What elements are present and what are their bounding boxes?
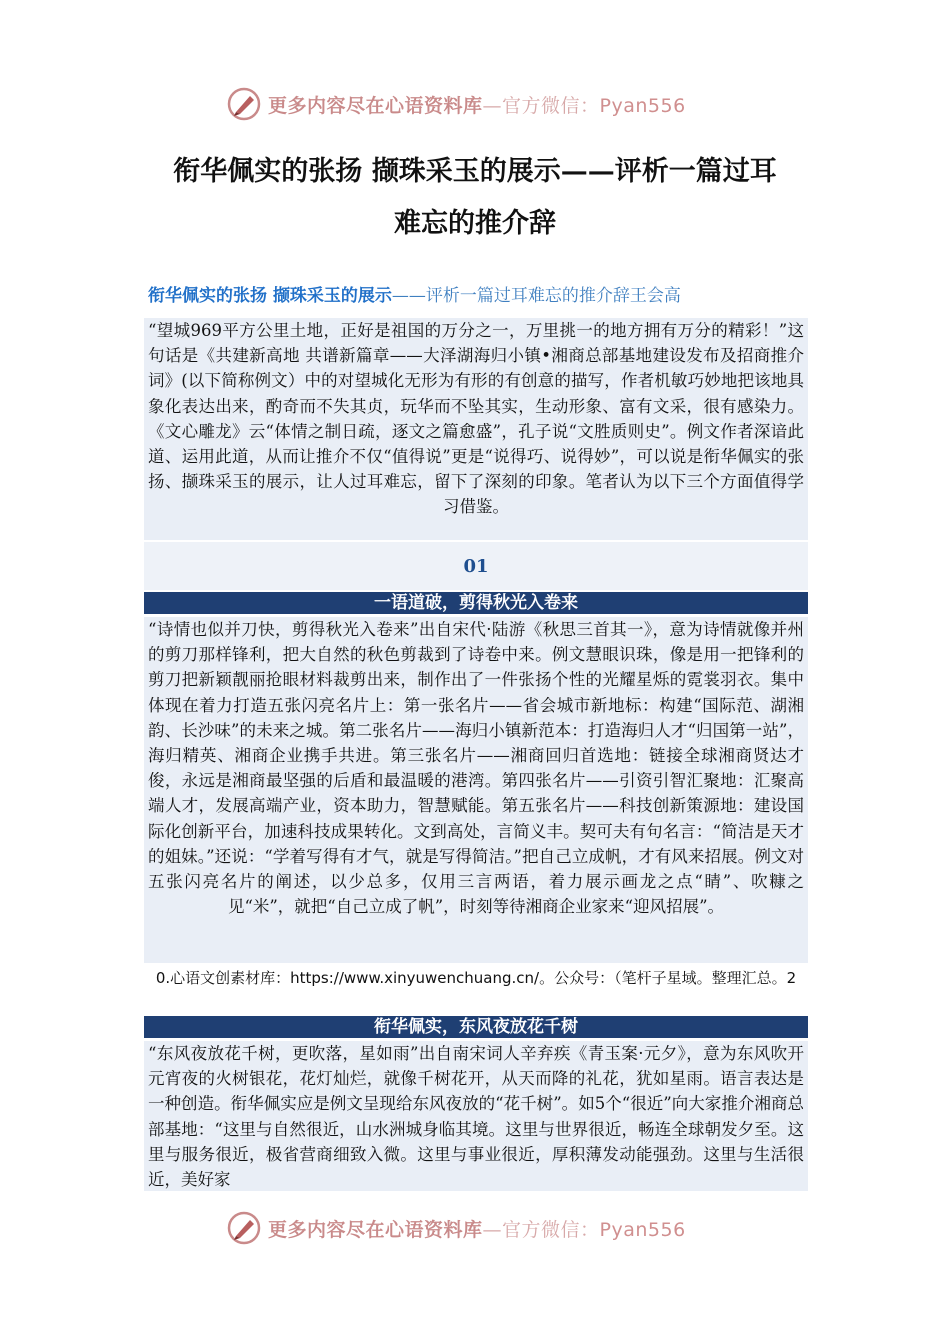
banner-wechat-id: Pyan556 [599,1218,686,1241]
banner-wechat-id: Pyan556 [599,94,686,117]
footer-banner [226,1208,746,1248]
section-heading-2: 衔华佩实，东风夜放花千树 [144,1016,808,1038]
pen-nib-logo-icon [226,86,262,122]
section-1-body: “诗情也似并刀快，剪得秋光入卷来”出自宋代·陆游《秋思三首其一》，意为诗情就像并州的剪刀那样锋利，把大自然的秋色剪裁到了诗卷中来。例文慧眼识珠，像是用一把锋利的剪刀把新颖靓丽抢眼材料裁剪出来，制作出了一件张扬个性的光耀星烁的霓裳羽衣。集中体现在着力打造五张闪亮名片上：第一张名片——省会城市新地标：构建“国际范、湖湘韵、长沙味”的未来之城。第二张名片——海归小镇新范本：打造海归人才“归国第一站”，海归精英、湘商企业携手共进。第三张名片——湘商回归首选地：链接全球湘商贤达才俊，永远是湘商最坚强的后盾和最温暖的港湾。第四张名片——引资引智汇聚地：汇聚高端人才，发展高端产业，资本助力，智慧赋能。第五张名片——科技创新策源地：建设国际化创新平台，加速科技成果转化。文到高处，言简义丰。契可夫有句名言：“简洁是天才的姐妹。”还说：“学着写得有才气，就是写得简洁。”把自己立成帆，才有风来招展。例文对五张闪亮名片的阐述，以少总多，仅用三言两语，着力展示画龙之点“睛”、吹糠之见“米”，就把“自己立成了帆”，时刻等待湘商企业家来“迎风招展”。 [144,617,808,963]
banner-separator: —官方微信： [482,1218,600,1241]
subtitle [148,284,808,308]
pen-nib-logo-icon [226,1210,262,1246]
section-number: 01 [463,556,489,577]
section-heading-1: 一语道破，剪得秋光入卷来 [144,592,808,614]
header-banner [226,84,746,124]
subtitle-lead: 衔华佩实的张扬 撷珠采玉的展示 [148,286,392,306]
source-note: 0.心语文创素材库：https://www.xinyuwenchuang.cn/。公众号：（笔杆子星域。整理汇总。2 [155,969,797,987]
banner-main-text: 更多内容尽在心语资料库 [268,1218,483,1241]
subtitle-rest: ——评析一篇过耳难忘的推介辞王会高 [391,286,681,306]
title-line-2: 难忘的推介辞 [394,208,556,239]
banner-main-text: 更多内容尽在心语资料库 [268,94,483,117]
section-2-body: “东风夜放花千树，更吹落，星如雨”出自南宋词人辛弃疾《青玉案·元夕》，意为东风吹开元宵夜的火树银花，花灯灿烂，就像千树花开，从天而降的礼花，犹如星雨。语言表达是一种创造。衔华佩实应是例文呈现给东风夜放的“花千树”。如5个“很近”向大家推介湘商总部基地：“这里与自然很近，山水洲城身临其境。这里与世界很近，畅连全球朝发夕至。这里与服务很近，极省营商细致入微。这里与事业很近，厚积薄发动能强劲。这里与生活很近，美好家 [144,1041,808,1191]
intro-paragraph: “望城969平方公里土地，正好是祖国的万分之一，万里挑一的地方拥有万分的精彩！”这句话是《共建新高地 共谱新篇章——大泽湖海归小镇•湘商总部基地建设发布及招商推介词》(以下简称例文）中的对望城化无形为有形的有创意的描写，作者机敏巧妙地把该地具象化表达出来，酌奇而不失其贞，玩华而不坠其实，生动形象、富有文采，很有感染力。《文心雕龙》云“体情之制日疏，逐文之篇愈盛”，孔子说“文胜质则史”。例文作者深谙此道、运用此道，从而让推介不仅“值得说”更是“说得巧、说得妙”，可以说是衔华佩实的张扬、撷珠采玉的展示，让人过耳难忘，留下了深刻的印象。笔者认为以下三个方面值得学习借鉴。 [144,318,808,540]
banner-text [268,91,686,118]
banner-text [268,1215,686,1242]
banner-separator: —官方微信： [482,94,600,117]
title-line-1: 衔华佩实的张扬 撷珠采玉的展示——评析一篇过耳 [173,156,777,187]
page-title [140,146,810,250]
